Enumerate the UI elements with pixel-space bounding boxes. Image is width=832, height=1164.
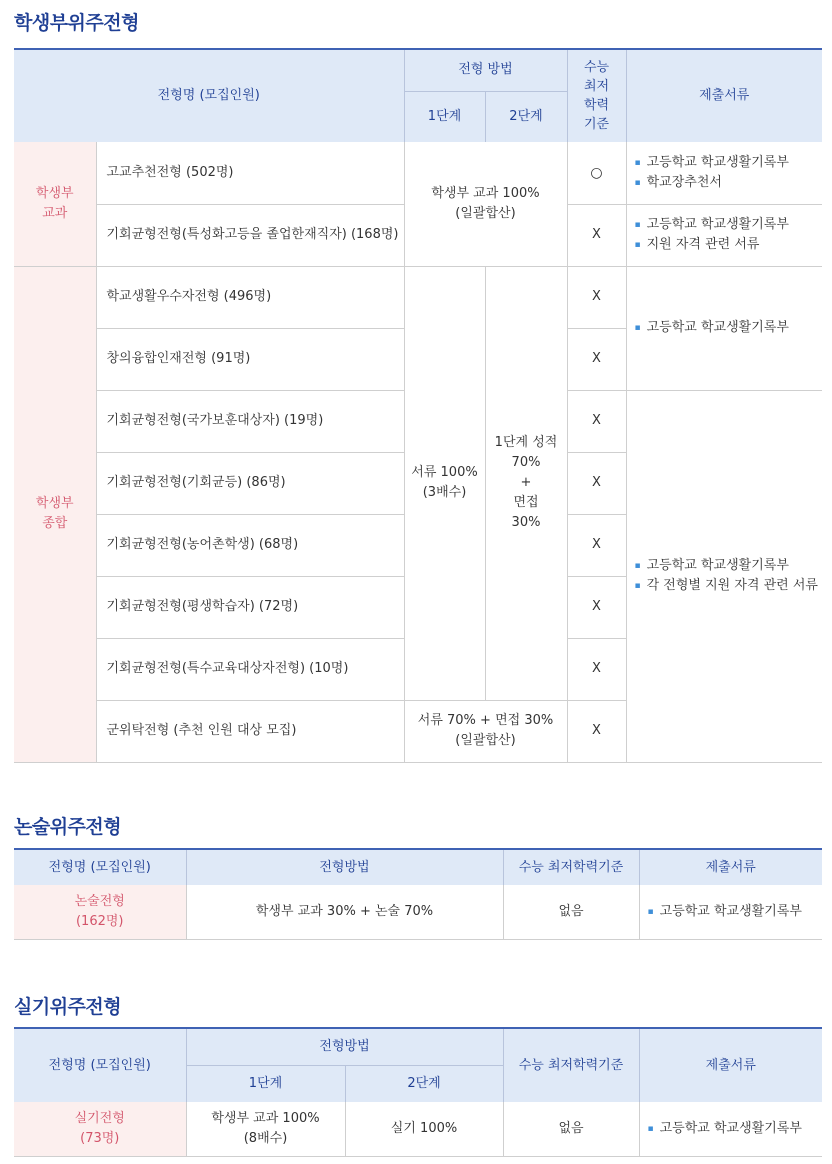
csat-value: X <box>567 452 626 514</box>
method-gunwitak: 서류 70% + 면접 30% (일괄합산) <box>404 700 567 762</box>
header-csat: 수능 최저 학력 기준 <box>567 49 626 142</box>
header-name-col: 전형명 (모집인원) <box>14 1028 186 1102</box>
header-method: 전형방법 <box>186 1028 503 1065</box>
header-stage1: 1단계 <box>186 1065 345 1102</box>
docs-list <box>639 885 822 939</box>
row-name: 기회균형전형(특성화고등을 졸업한재직자) (168명) <box>96 204 404 266</box>
header-stage1: 1단계 <box>404 91 485 142</box>
stage1-value: 학생부 교과 100% (8배수) <box>186 1102 345 1156</box>
essay-table <box>14 848 822 940</box>
method-gyogwa: 학생부 교과 100% (일괄합산) <box>404 142 567 266</box>
header-name-col: 전형명 (모집인원) <box>14 49 404 142</box>
docs-list <box>626 390 822 762</box>
doc-item: ▪ 고등학교 학교생활기록부 <box>635 215 823 235</box>
header-name-col: 전형명 (모집인원) <box>14 849 186 885</box>
csat-value: X <box>567 700 626 762</box>
doc-item: ▪ 고등학교 학교생활기록부 <box>635 153 823 173</box>
row-name: 기회균형전형(특수교육대상자전형) (10명) <box>96 638 404 700</box>
csat-value: X <box>567 514 626 576</box>
doc-item: ▪ 고등학교 학교생활기록부 <box>648 902 823 922</box>
csat-value: X <box>567 576 626 638</box>
row-name: 기회균형전형(국가보훈대상자) (19명) <box>96 390 404 452</box>
row-name: 기회균형전형(기회균등) (86명) <box>96 452 404 514</box>
csat-value: X <box>567 638 626 700</box>
csat-value: X <box>567 266 626 328</box>
row-name: 기회균형전형(평생학습자) (72명) <box>96 576 404 638</box>
csat-value: 없음 <box>503 1102 639 1156</box>
docs-list <box>626 142 822 204</box>
header-method: 전형방법 <box>186 849 503 885</box>
row-name: 군위탁전형 (추천 인원 대상 모집) <box>96 700 404 762</box>
header-csat: 수능 최저학력기준 <box>503 849 639 885</box>
section-title-practical: 실기위주전형 <box>14 996 122 1018</box>
docs-list <box>639 1102 822 1156</box>
header-method: 전형 방법 <box>404 49 567 91</box>
docs-list <box>626 266 822 390</box>
csat-value: X <box>567 204 626 266</box>
header-docs: 제출서류 <box>639 1028 822 1102</box>
doc-item: ▪ 학교장추천서 <box>635 173 823 193</box>
csat-value: X <box>567 390 626 452</box>
method-jonghap-stage2: 1단계 성적 70% + 면접 30% <box>485 266 567 700</box>
header-stage2: 2단계 <box>485 91 567 142</box>
doc-item: ▪ 고등학교 학교생활기록부 <box>648 1119 823 1139</box>
row-name: 논술전형 (162명) <box>14 885 186 939</box>
csat-value: X <box>567 328 626 390</box>
method-value: 학생부 교과 30% + 논술 70% <box>186 885 503 939</box>
header-docs: 제출서류 <box>639 849 822 885</box>
doc-item: ▪ 지원 자격 관련 서류 <box>635 235 823 255</box>
group-label-gyogwa: 학생부 교과 <box>14 142 96 266</box>
practical-table <box>14 1027 822 1157</box>
docs-list <box>626 204 822 266</box>
header-docs: 제출서류 <box>626 49 822 142</box>
section-title-essay: 논술위주전형 <box>14 816 122 838</box>
section-title-student-record: 학생부위주전형 <box>14 12 139 34</box>
method-jonghap-stage1: 서류 100% (3배수) <box>404 266 485 700</box>
group-label-jonghap: 학생부 종합 <box>14 266 96 762</box>
row-name: 고교추천전형 (502명) <box>96 142 404 204</box>
student-record-table <box>14 48 822 763</box>
row-name: 창의융합인재전형 (91명) <box>96 328 404 390</box>
stage2-value: 실기 100% <box>345 1102 503 1156</box>
header-csat: 수능 최저학력기준 <box>503 1028 639 1102</box>
row-name: 실기전형 (73명) <box>14 1102 186 1156</box>
row-name: 학교생활우수자전형 (496명) <box>96 266 404 328</box>
row-name: 기회균형전형(농어촌학생) (68명) <box>96 514 404 576</box>
doc-item: ▪ 고등학교 학교생활기록부 <box>635 318 823 338</box>
doc-item: ▪ 고등학교 학교생활기록부 <box>635 556 823 576</box>
csat-value: ○ <box>567 142 626 204</box>
csat-value: 없음 <box>503 885 639 939</box>
doc-item: ▪ 각 전형별 지원 자격 관련 서류 <box>635 576 823 596</box>
header-stage2: 2단계 <box>345 1065 503 1102</box>
